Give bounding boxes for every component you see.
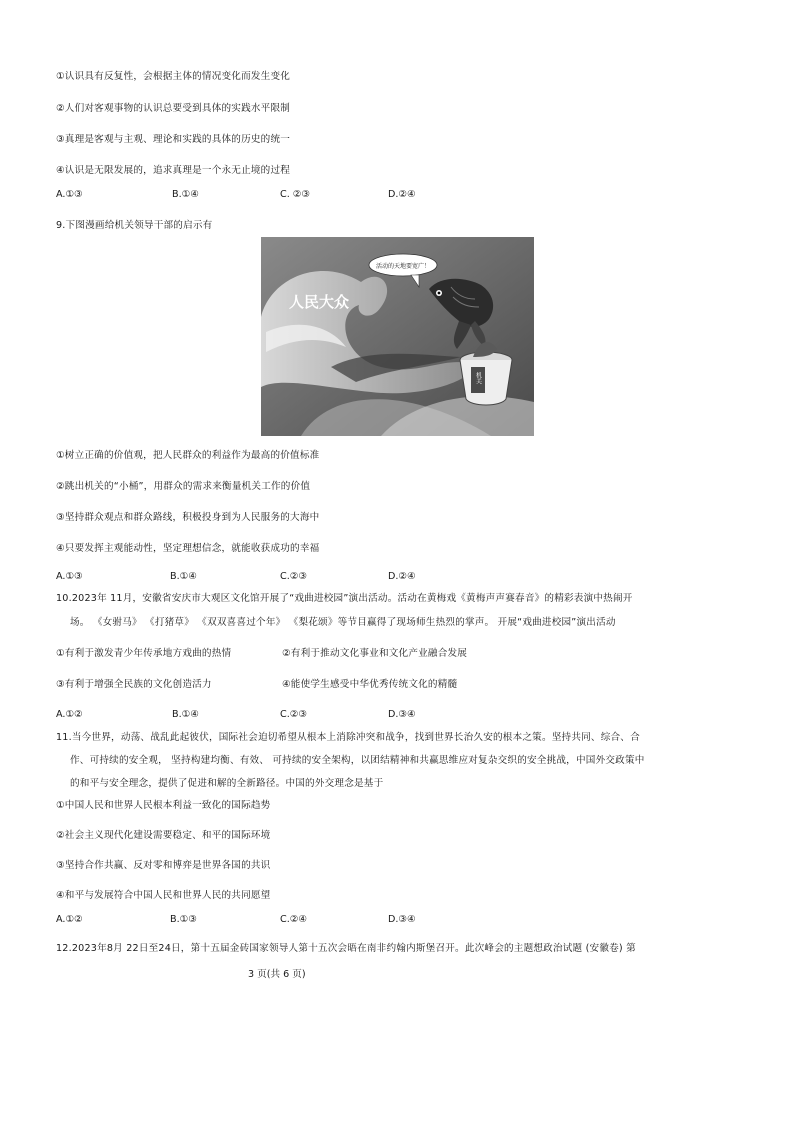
cartoon-image — [261, 237, 534, 436]
q11-item-3: ③坚持合作共赢、反对零和博弈是世界各国的共识 — [56, 860, 271, 871]
q10-stem-line-2: 场。 《女驸马》 《打猪草》 《双双喜喜过个年》 《梨花颂》等节目赢得了现场师生热烈的掌声。 开展“戏曲进校园”演出活动 — [70, 617, 616, 628]
q9-item-2: ②跳出机关的“小桶”，用群众的需求来衡量机关工作的价值 — [56, 481, 311, 492]
q10-option-a: A.①② — [56, 709, 83, 720]
q9-item-4: ④只要发挥主观能动性，坚定理想信念，就能收获成功的幸福 — [56, 543, 320, 554]
q9-option-c: C.②③ — [280, 571, 307, 582]
q9-option-b: B.①④ — [170, 571, 197, 582]
q10-option-d: D.③④ — [388, 709, 416, 720]
q10-option-b: B.①④ — [172, 709, 199, 720]
q11-item-4: ④和平与发展符合中国人民和世界人民的共同愿望 — [56, 890, 271, 901]
q11-stem-line-1: 11.当今世界，动荡、战乱此起彼伏，国际社会迫切希望从根本上消除冲突和战争，找到世界长治久安的根本之策。坚持共同、综合、合 — [56, 732, 640, 743]
q12-stem-line-1: 12.2023年8月 22日至24日，第十五届金砖国家领导人第十五次会晤在南非约翰内斯堡召开。此次峰会的主题想政治试题 (安徽卷) 第 — [56, 943, 636, 954]
q9-stem: 9.下图漫画给机关领导干部的启示有 — [56, 220, 213, 231]
q8-item-2: ②人们对客观事物的认识总要受到具体的实践水平限制 — [56, 103, 291, 114]
q8-item-1: ①认识具有反复性，会根据主体的情况变化而发生变化 — [56, 71, 291, 82]
q9-item-1: ①树立正确的价值观，把人民群众的利益作为最高的价值标准 — [56, 450, 320, 461]
q9-item-3: ③坚持群众观点和群众路线，积极投身到为人民服务的大海中 — [56, 512, 320, 523]
q11-option-d: D.③④ — [388, 914, 416, 925]
q8-option-a: A.①③ — [56, 189, 83, 200]
page-number: 3 页(共 6 页) — [248, 969, 306, 980]
q11-item-2: ②社会主义现代化建设需要稳定、和平的国际环境 — [56, 830, 271, 841]
q10-stem-line-1: 10.2023年 11月，安徽省安庆市大观区文化馆开展了“戏曲进校园”演出活动。活动在黄梅戏《黄梅声声赛春音》的精彩表演中热闹开 — [56, 593, 633, 604]
q8-option-c: C. ②③ — [280, 189, 310, 200]
cartoon-bubble-text: 活动的天地要宽广！ — [375, 263, 431, 270]
q8-option-d: D.②④ — [388, 189, 416, 200]
q9-option-a: A.①③ — [56, 571, 83, 582]
q11-option-c: C.②④ — [280, 914, 307, 925]
q9-option-d: D.②④ — [388, 571, 416, 582]
cartoon-bucket-text: 机关 — [474, 372, 482, 384]
q10-item-1: ①有利于激发青少年传承地方戏曲的热情 — [56, 648, 232, 659]
q11-option-b: B.①③ — [170, 914, 197, 925]
q10-item-3: ③有利于增强全民族的文化创造活力 — [56, 679, 212, 690]
q10-option-c: C.②③ — [280, 709, 307, 720]
q8-item-4: ④认识是无限发展的，追求真理是一个永无止境的过程 — [56, 165, 291, 176]
q8-item-3: ③真理是客观与主观、理论和实践的具体的历史的统一 — [56, 134, 291, 145]
q8-option-b: B.①④ — [172, 189, 199, 200]
q10-item-2: ②有利于推动文化事业和文化产业融合发展 — [282, 648, 468, 659]
q11-stem-line-3: 的和平与安全理念，提供了促进和解的全新路径。中国的外交理念是基于 — [70, 778, 384, 789]
q11-item-1: ①中国人民和世界人民根本利益一致化的国际趋势 — [56, 800, 271, 811]
q11-option-a: A.①② — [56, 914, 83, 925]
q11-stem-line-2: 作、可持续的安全观， 坚持构建均衡、有效、 可持续的安全架构，以团结精神和共赢思维应对复杂交织的安全挑战，中国外交政策中 — [70, 755, 645, 766]
q10-item-4: ④能使学生感受中华优秀传统文化的精髓 — [282, 679, 458, 690]
cartoon-wave-text: 人民大众 — [289, 293, 350, 311]
